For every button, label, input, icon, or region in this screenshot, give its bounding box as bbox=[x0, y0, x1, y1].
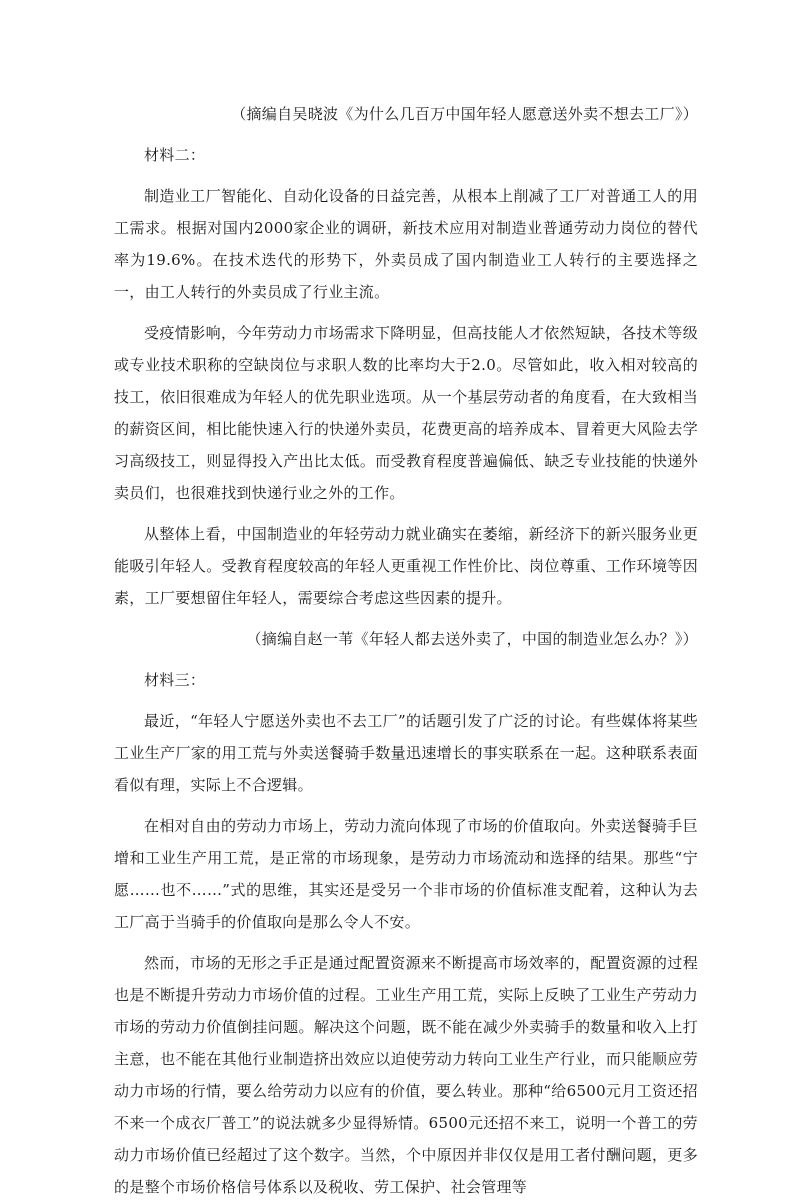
material-3-paragraph-3: 然而，市场的无形之手正是通过配置资源来不断提高市场效率的，配置资源的过程也是不断提升劳动力市场价值的过程。工业生产用工荒，实际上反映了工业生产劳动力市场的劳动力价值倒挂问题。解决这个问题，既不能在减少外卖骑手的数量和收入上打主意，也不能在其他行业制造挤出效应以迫使劳动力转向工业生产行业，而只能顺应劳动力市场的行情，要么给劳动力以应有的价值，要么转业。那种“给6500元月工资还招不来一个成衣厂普工”的说法就多少显得矫情。6500元还招不来工，说明一个普工的劳动力市场价值已经超过了这个数字。当然，个中原因并非仅仅是用工者付酬问题，更多的是整个市场价格信号体系以及税收、劳工保护、社会管理等 bbox=[114, 954, 698, 1196]
document-body bbox=[114, 98, 698, 1203]
material-2-paragraph-2: 受疫情影响，今年劳动力市场需求下降明显，但高技能人才依然短缺，各技术等级或专业技术职称的空缺岗位与求职人数的比率均大于2.0。尽管如此，收入相对较高的技工，依旧很难成为年轻人的优先职业选项。从一个基层劳动者的角度看，在大致相当的薪资区间，相比能快速入行的快递外卖员，花费更高的培养成本、冒着更大风险去学习高级技工，则显得投入产出比太低。而受教育程度普遍偏低、缺乏专业技能的快递外卖员们，也很难找到快递行业之外的工作。 bbox=[114, 324, 698, 502]
material-3-heading: 材料三： bbox=[144, 671, 206, 689]
material-2-paragraph-3: 从整体上看，中国制造业的年轻劳动力就业确实在萎缩，新经济下的新兴服务业更能吸引年轻人。受教育程度较高的年轻人更重视工作性价比、岗位尊重、工作环境等因素，工厂要想留住年轻人，需要综合考虑这些因素的提升。 bbox=[114, 525, 698, 607]
source-citation-1: （摘编自吴晓波《为什么几百万中国年轻人愿意送外卖不想去工厂》） bbox=[231, 105, 698, 123]
material-2-paragraph-1: 制造业工厂智能化、自动化设备的日益完善，从根本上削减了工厂对普通工人的用工需求。根据对国内2000家企业的调研，新技术应用对制造业普通劳动力岗位的替代率为19.6%。在技术迭代的形势下，外卖员成了国内制造业工人转行的主要选择之一，由工人转行的外卖员成了行业主流。 bbox=[114, 187, 698, 301]
source-citation-2: （摘编自赵一苇《年轻人都去送外卖了，中国的制造业怎么办？》） bbox=[246, 630, 698, 648]
material-2-heading: 材料二： bbox=[144, 146, 206, 164]
material-3-paragraph-1: 最近，“年轻人宁愿送外卖也不去工厂”的话题引发了广泛的讨论。有些媒体将某些工业生产厂家的用工荒与外卖送餐骑手数量迅速增长的事实联系在一起。这种联系表面看似有理，实际上不合逻辑。 bbox=[114, 712, 698, 794]
material-3-paragraph-2: 在相对自由的劳动力市场上，劳动力流向体现了市场的价值取向。外卖送餐骑手巨增和工业生产用工荒，是正常的市场现象，是劳动力市场流动和选择的结果。那些“宁愿……也不……”式的思维，其实还是受另一个非市场的价值标准支配着，这种认为去工厂高于当骑手的价值取向是那么令人不安。 bbox=[114, 817, 698, 931]
